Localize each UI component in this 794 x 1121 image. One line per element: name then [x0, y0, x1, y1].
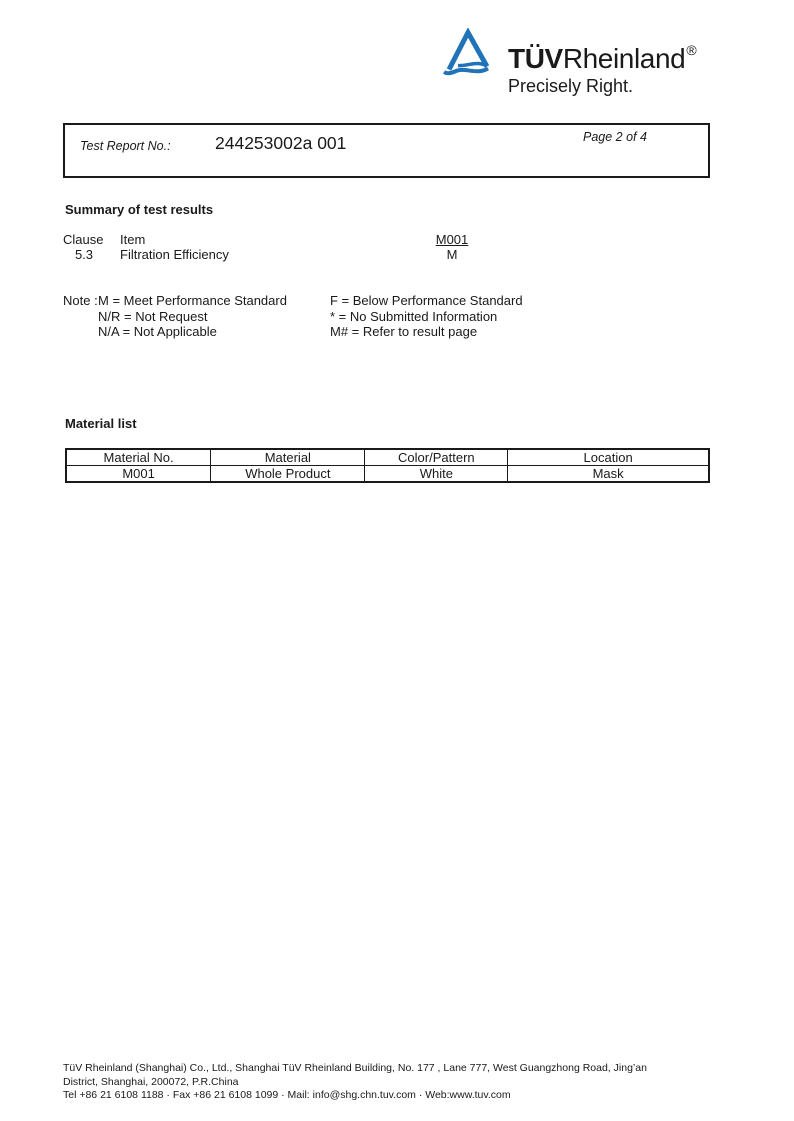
- note-item: N/R = Not Request: [98, 308, 208, 324]
- report-number-label: Test Report No.:: [80, 139, 171, 153]
- material-col-color-pattern: Color/Pattern: [365, 449, 508, 466]
- logo-text: [508, 36, 696, 96]
- note-legend-left: [98, 293, 287, 340]
- registered-trademark-icon: ®: [686, 42, 697, 58]
- page-footer: [63, 1062, 743, 1103]
- page-indicator: Page 2 of 4: [583, 130, 647, 144]
- material-list-heading: Material list: [65, 416, 137, 431]
- footer-contact-line: Tel +86 21 6108 1188 · Fax +86 21 6108 1099 · Mail: info@shg.chn.tuv.com · Web:www.tuv.com: [63, 1089, 511, 1101]
- note-label: Note :: [63, 293, 98, 308]
- material-table-header-row: [66, 449, 709, 466]
- summary-col-item: Item: [120, 232, 146, 247]
- summary-result-value: M: [446, 247, 458, 262]
- summary-item-value: Filtration Efficiency: [120, 247, 229, 262]
- material-value: Whole Product: [211, 466, 365, 483]
- tuv-triangle-logo-icon: [443, 28, 493, 83]
- material-table-row: [66, 466, 709, 483]
- report-header-box: [63, 123, 710, 178]
- location-value: Mask: [508, 466, 709, 483]
- summary-heading: Summary of test results: [65, 202, 214, 217]
- summary-col-material: M001: [435, 232, 469, 247]
- material-no-value: M001: [66, 466, 211, 483]
- brand-name-bold: TÜV: [508, 43, 563, 74]
- note-item: N/A = Not Applicable: [98, 324, 217, 339]
- material-col-location: Location: [508, 449, 709, 466]
- footer-address-line: District, Shanghai, 200072, P.R.China: [63, 1075, 239, 1088]
- brand-name-regular: Rheinland: [562, 43, 686, 74]
- material-col-material-no: Material No.: [66, 449, 211, 466]
- note-item: M = Meet Performance Standard: [98, 293, 287, 308]
- material-col-material: Material: [211, 449, 365, 466]
- note-item: M# = Refer to result page: [330, 324, 478, 339]
- material-list-table: [65, 448, 710, 483]
- tuv-logo: [443, 28, 696, 96]
- brand-tagline: Precisely Right.: [508, 76, 634, 96]
- note-item: * = No Submitted Information: [330, 308, 498, 324]
- summary-col-clause: Clause: [63, 232, 104, 247]
- note-item: F = Below Performance Standard: [330, 293, 523, 308]
- brand-name: [508, 36, 696, 73]
- report-number-value: 244253002a 001: [215, 133, 347, 153]
- color-pattern-value: White: [365, 466, 508, 483]
- footer-address-line: TüV Rheinland (Shanghai) Co., Ltd., Shanghai TüV Rheinland Building, No. 177 , Lane 777, West Guangzhong Road, Jing’an: [63, 1062, 647, 1074]
- note-legend-right: [330, 293, 523, 340]
- summary-clause-value: 5.3: [74, 247, 94, 262]
